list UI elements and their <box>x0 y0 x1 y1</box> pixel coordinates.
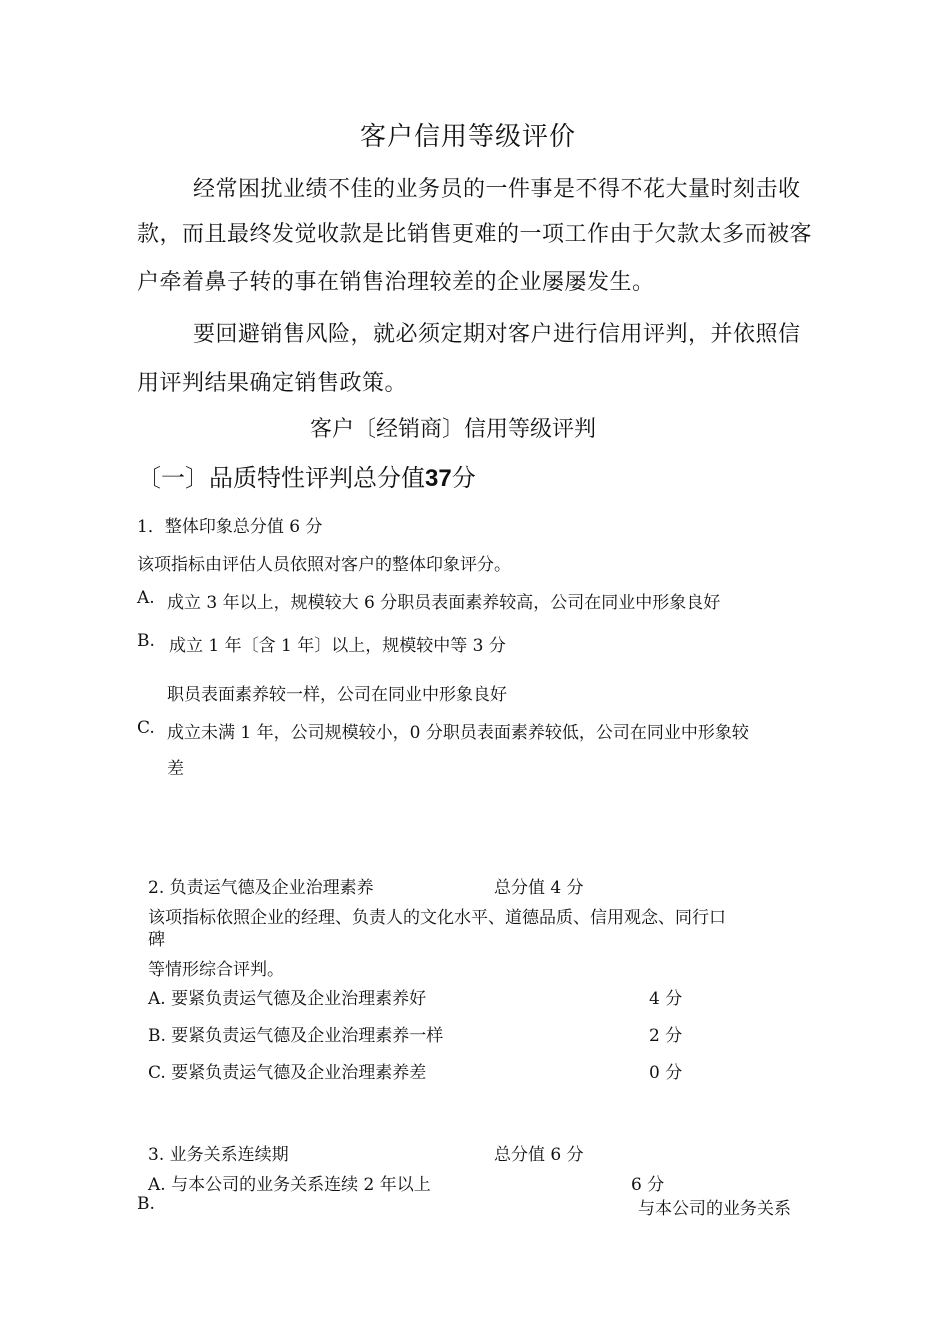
option-text: A. 与本公司的业务关系连续 2 年以上 <box>148 1175 431 1195</box>
intro-line: 经常困扰业绩不佳的业务员的一件事是不得不花大量时刻击收 <box>193 177 801 202</box>
item-description: 等情形综合评判。 <box>148 960 284 980</box>
clipped-char: 碑 <box>148 930 165 950</box>
page-title: 客户信用等级评价 <box>360 122 577 152</box>
item-total: 总分值 4 分 <box>494 878 584 898</box>
item-heading: 2. 负责运气德及企业治理素养 <box>148 878 374 898</box>
part-heading <box>137 458 476 493</box>
option-marker: B. <box>137 1194 155 1214</box>
intro-line: 用评判结果确定销售政策。 <box>137 371 408 396</box>
section-title: 客户〔经销商〕信用等级评判 <box>310 417 597 442</box>
option-text: 成立未满 1 年，公司规模较小，0 分职员表面素养较低，公司在同业中形象较 <box>167 723 749 743</box>
part-heading-score: 37 <box>425 465 452 492</box>
item-heading: 3. 业务关系连续期 <box>148 1145 289 1165</box>
part-heading-unit: 分 <box>451 464 476 492</box>
option-text-continued: 职员表面素养较一样，公司在同业中形象良好 <box>167 685 507 705</box>
intro-line: 要回避销售风险，就必须定期对客户进行信用评判，并依照信 <box>193 322 801 347</box>
clipped-text <box>148 925 165 950</box>
item-heading: 1．整体印象总分值 6 分 <box>137 517 323 537</box>
intro-line: 户牵着鼻子转的事在销售治理较差的企业屡屡发生。 <box>137 270 655 295</box>
option-marker: C. <box>137 718 155 738</box>
option-text: 与本公司的业务关系 <box>638 1199 791 1219</box>
option-text-continued: 差 <box>167 759 184 779</box>
option-score: 0 分 <box>649 1063 683 1083</box>
intro-line: 款，而且最终发觉收款是比销售更难的一项工作由于欠款太多而被客 <box>137 222 813 247</box>
option-text: 成立 3 年以上，规模较大 6 分职员表面素养较高，公司在同业中形象良好 <box>167 593 721 613</box>
option-score: 6 分 <box>631 1175 665 1195</box>
option-marker: A. <box>137 588 155 608</box>
part-heading-label: 〔一〕品质特性评判总分值 <box>137 464 425 492</box>
option-marker: B. <box>137 631 155 651</box>
option-text: A. 要紧负责运气德及企业治理素养好 <box>148 989 427 1009</box>
item-description: 该项指标依照企业的经理、负责人的文化水平、道德品质、信用观念、同行口 <box>148 908 726 928</box>
item-description: 该项指标由评估人员依照对客户的整体印象评分。 <box>137 555 511 575</box>
option-score: 2 分 <box>649 1026 683 1046</box>
item-total: 总分值 6 分 <box>494 1145 584 1165</box>
option-score: 4 分 <box>649 989 683 1009</box>
option-text: B. 要紧负责运气德及企业治理素养一样 <box>148 1026 444 1046</box>
option-text: 成立 1 年〔含 1 年〕以上，规模较中等 3 分 <box>169 636 506 656</box>
option-text: C. 要紧负责运气德及企业治理素养差 <box>148 1063 427 1083</box>
